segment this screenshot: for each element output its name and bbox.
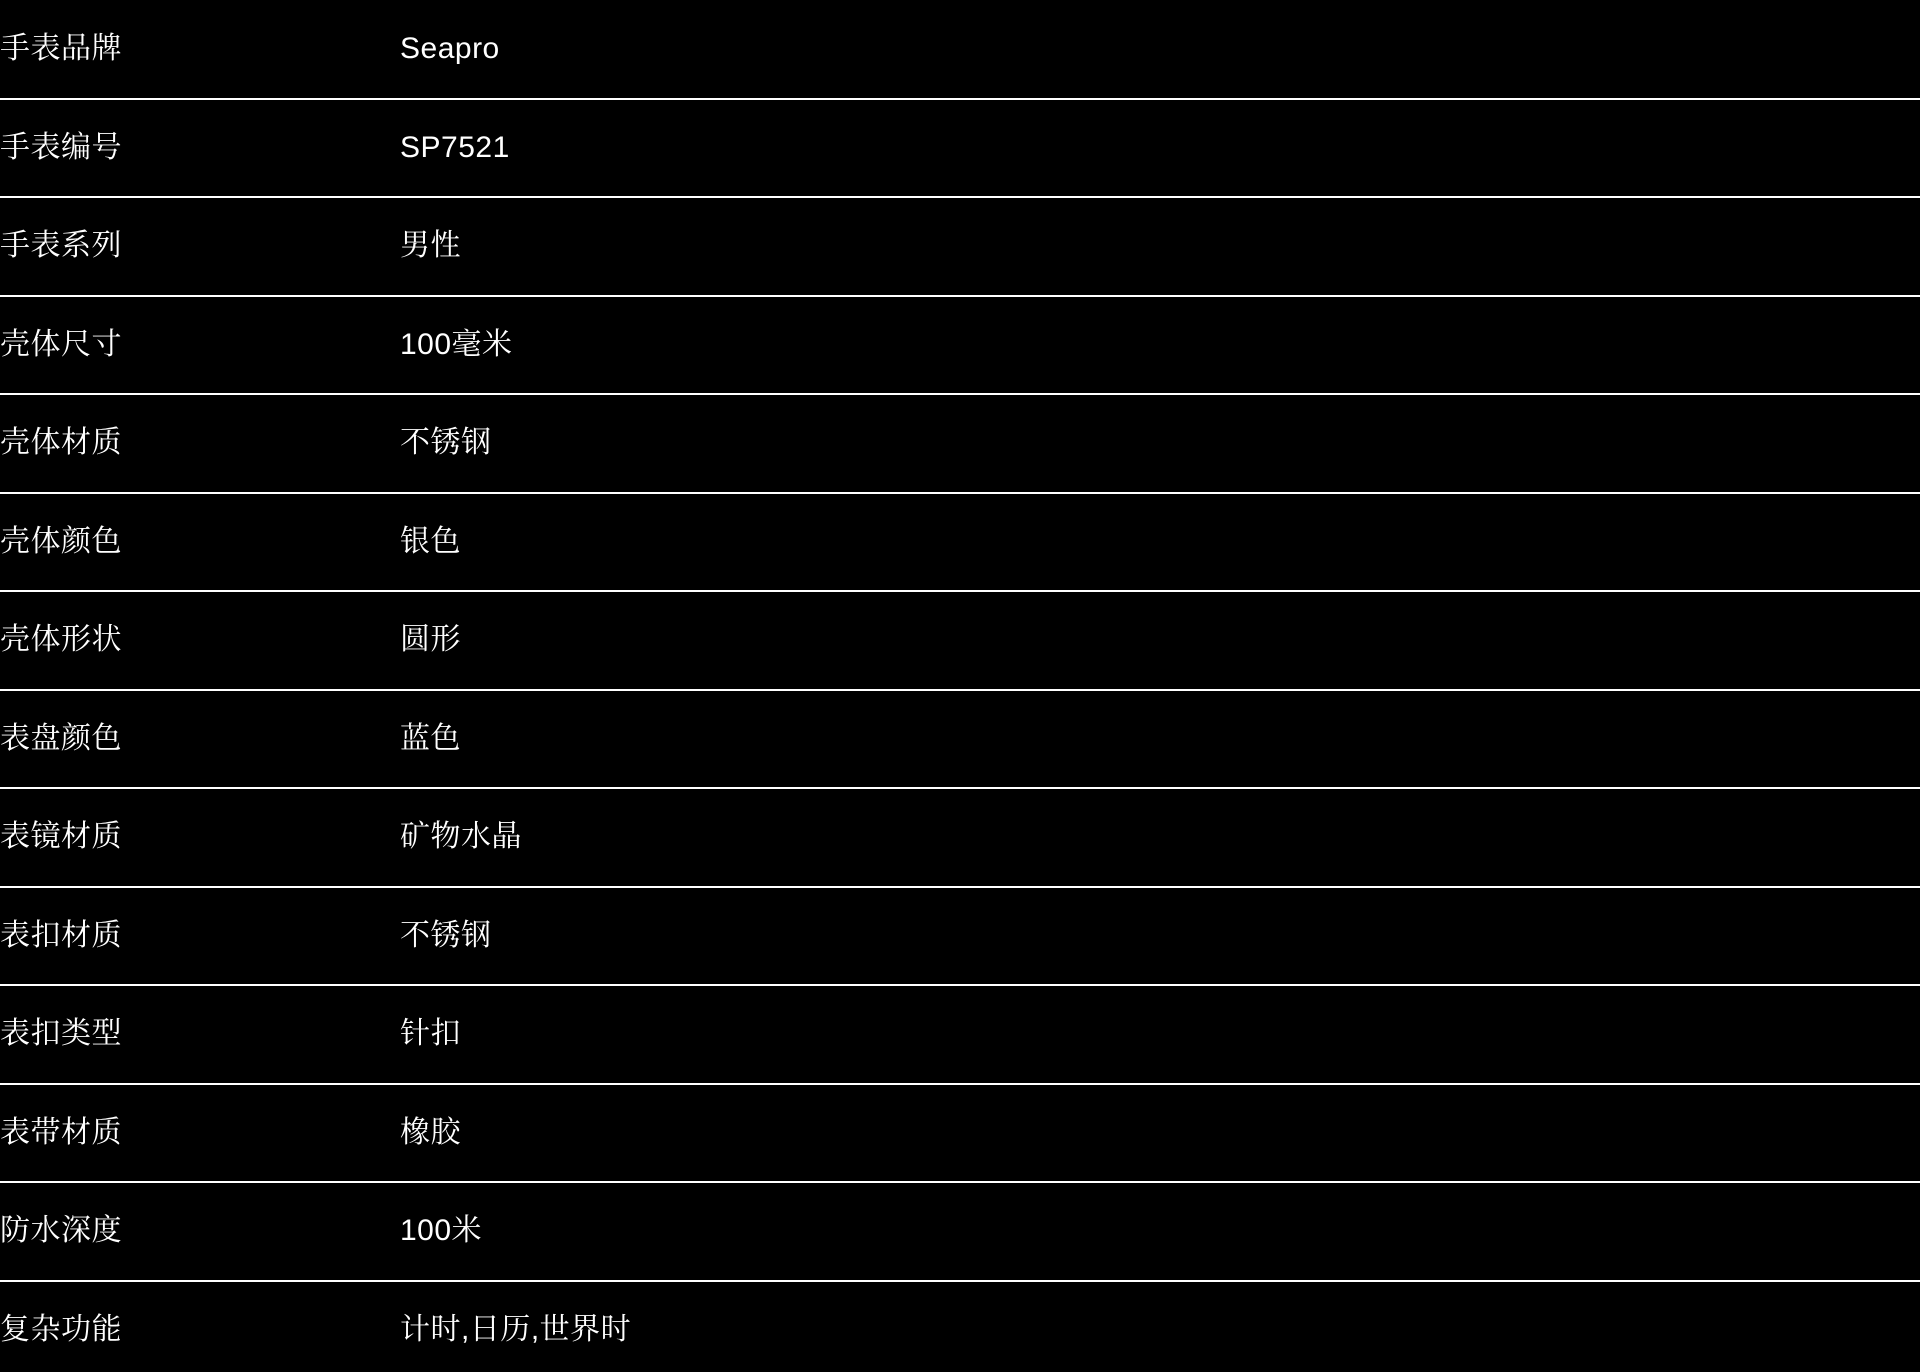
table-row — [0, 394, 1920, 493]
table-row — [0, 493, 1920, 592]
spec-label: 壳体形状 — [0, 591, 400, 690]
spec-value: 不锈钢 — [400, 394, 1920, 493]
table-row — [0, 887, 1920, 986]
spec-value: SP7521 — [400, 99, 1920, 198]
spec-value: 银色 — [400, 493, 1920, 592]
table-row — [0, 788, 1920, 887]
spec-label: 表扣材质 — [0, 887, 400, 986]
spec-label: 壳体材质 — [0, 394, 400, 493]
table-row — [0, 985, 1920, 1084]
spec-value: 计时,日历,世界时 — [400, 1281, 1920, 1372]
spec-label: 手表编号 — [0, 99, 400, 198]
spec-value: 矿物水晶 — [400, 788, 1920, 887]
spec-label: 表带材质 — [0, 1084, 400, 1183]
table-row — [0, 591, 1920, 690]
spec-label: 表镜材质 — [0, 788, 400, 887]
spec-label: 防水深度 — [0, 1182, 400, 1281]
table-row — [0, 296, 1920, 395]
spec-value: 男性 — [400, 197, 1920, 296]
spec-label: 壳体尺寸 — [0, 296, 400, 395]
spec-value: 橡胶 — [400, 1084, 1920, 1183]
table-row — [0, 690, 1920, 789]
spec-value: Seapro — [400, 0, 1920, 99]
table-row — [0, 1182, 1920, 1281]
spec-label: 壳体颜色 — [0, 493, 400, 592]
table-row — [0, 99, 1920, 198]
spec-value: 100毫米 — [400, 296, 1920, 395]
spec-value: 圆形 — [400, 591, 1920, 690]
spec-label: 手表系列 — [0, 197, 400, 296]
spec-value: 蓝色 — [400, 690, 1920, 789]
table-row — [0, 0, 1920, 99]
spec-value: 100米 — [400, 1182, 1920, 1281]
spec-label: 手表品牌 — [0, 0, 400, 99]
spec-label: 表盘颜色 — [0, 690, 400, 789]
spec-value: 针扣 — [400, 985, 1920, 1084]
table-row — [0, 197, 1920, 296]
spec-label: 表扣类型 — [0, 985, 400, 1084]
spec-value: 不锈钢 — [400, 887, 1920, 986]
spec-label: 复杂功能 — [0, 1281, 400, 1372]
table-row — [0, 1084, 1920, 1183]
table-row — [0, 1281, 1920, 1372]
